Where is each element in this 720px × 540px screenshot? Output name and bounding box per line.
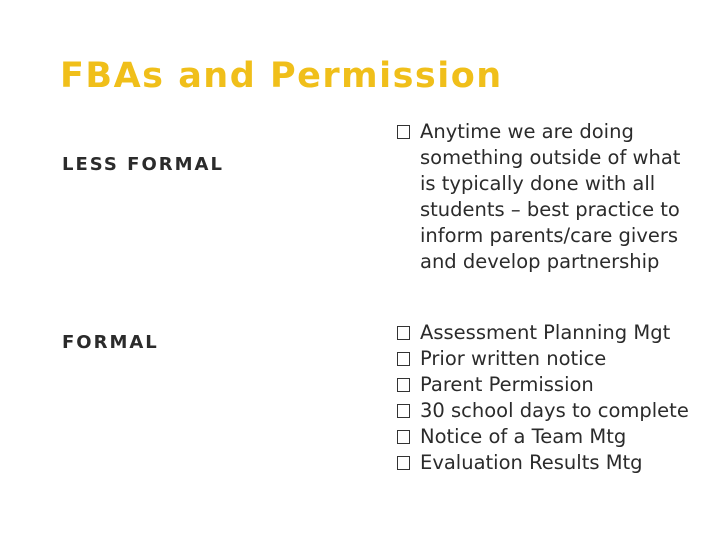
bullet-text: Evaluation Results Mtg bbox=[420, 451, 643, 474]
list-item bbox=[396, 450, 696, 476]
slide-title: FBAs and Permission bbox=[60, 56, 503, 96]
list-item bbox=[396, 119, 696, 275]
list-item bbox=[396, 320, 696, 346]
checkbox-bullet-icon bbox=[397, 125, 410, 139]
checkbox-bullet-icon bbox=[397, 326, 410, 340]
bullet-text: Anytime we are doing something outside of what is typically done with all students – best practice to inform parents/care givers and develop partnership bbox=[420, 120, 681, 273]
list-item bbox=[396, 424, 696, 450]
checkbox-bullet-icon bbox=[397, 352, 410, 366]
list-item bbox=[396, 398, 696, 424]
checkbox-bullet-icon bbox=[397, 404, 410, 418]
bullet-text: Prior written notice bbox=[420, 347, 607, 370]
bullet-text: Notice of a Team Mtg bbox=[420, 425, 627, 448]
checkbox-bullet-icon bbox=[397, 456, 410, 470]
bullet-text: 30 school days to complete bbox=[420, 399, 689, 422]
bullet-list-formal bbox=[396, 320, 696, 476]
section-label-formal: FORMAL bbox=[62, 332, 159, 353]
list-item bbox=[396, 372, 696, 398]
checkbox-bullet-icon bbox=[397, 430, 410, 444]
bullet-text: Parent Permission bbox=[420, 373, 594, 396]
checkbox-bullet-icon bbox=[397, 378, 410, 392]
section-label-less-formal: LESS FORMAL bbox=[62, 154, 224, 175]
list-item bbox=[396, 346, 696, 372]
bullet-text: Assessment Planning Mgt bbox=[420, 321, 671, 344]
bullet-list-less-formal bbox=[396, 119, 696, 275]
